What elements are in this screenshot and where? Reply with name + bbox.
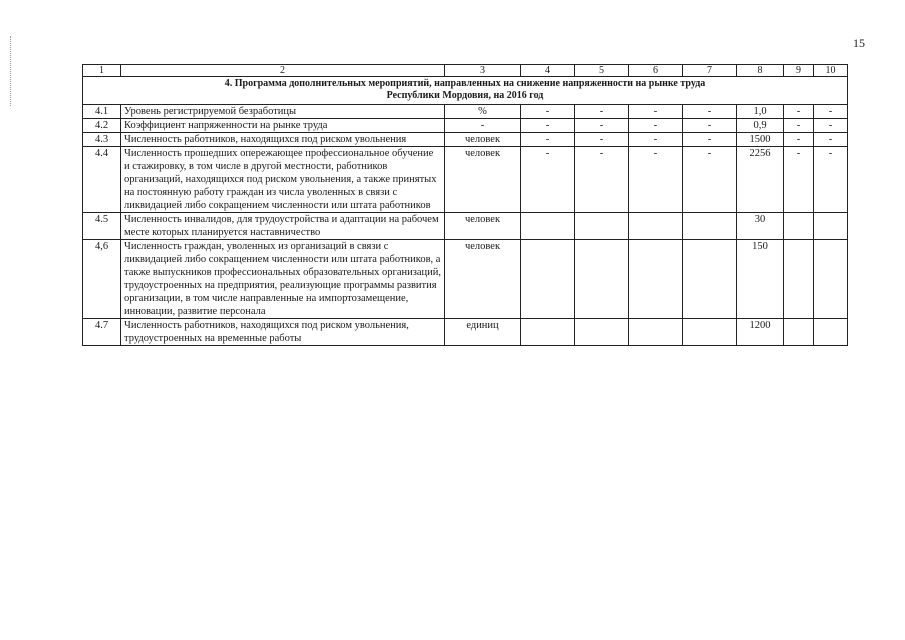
cell-4: - [521, 133, 575, 147]
row-number: 4.1 [83, 105, 121, 119]
unit: человек [445, 147, 521, 213]
row-number: 4.7 [83, 319, 121, 346]
table-row [83, 105, 848, 119]
cell-5: - [575, 119, 629, 133]
cell-7: - [683, 119, 737, 133]
cell-6: - [629, 119, 683, 133]
cell-7 [683, 240, 737, 319]
table-row [83, 147, 848, 213]
table-row [83, 133, 848, 147]
indicator-name: Численность прошедших опережающее профессиональное обучение и стажировку, в том числе в другой местности, работников организаций, находящихся под риском увольнения, а также принятых на постоянную работу граждан из числа уволенных в связи с ликвидацией либо сокращением численности или штата работников [121, 147, 445, 213]
cell-10: - [814, 133, 848, 147]
cell-7 [683, 319, 737, 346]
cell-7: - [683, 105, 737, 119]
indicator-name: Численность граждан, уволенных из организаций в связи с ликвидацией либо сокращением численности или штата работников, а также выпускников профессиональных образовательных организаций, трудоустроенных на предприятия, реализующие программы развития организации, в том числе направленные на импортозамещение, инновации, развитие персонала [121, 240, 445, 319]
cell-5 [575, 213, 629, 240]
cell-5: - [575, 147, 629, 213]
cell-6: - [629, 105, 683, 119]
indicator-name: Численность работников, находящихся под риском увольнения [121, 133, 445, 147]
indicator-name: Численность инвалидов, для трудоустройства и адаптации на рабочем месте которых планируется наставничество [121, 213, 445, 240]
column-header: 10 [814, 65, 848, 77]
table-row [83, 240, 848, 319]
cell-8: 1200 [737, 319, 784, 346]
unit: % [445, 105, 521, 119]
column-header: 9 [784, 65, 814, 77]
cell-6 [629, 319, 683, 346]
cell-10: - [814, 105, 848, 119]
cell-9: - [784, 105, 814, 119]
cell-4: - [521, 147, 575, 213]
row-number: 4,6 [83, 240, 121, 319]
column-number-row [83, 65, 848, 77]
cell-4 [521, 319, 575, 346]
section-title [83, 77, 848, 105]
cell-8: 1500 [737, 133, 784, 147]
cell-8: 30 [737, 213, 784, 240]
column-header: 6 [629, 65, 683, 77]
cell-5: - [575, 133, 629, 147]
row-number: 4.2 [83, 119, 121, 133]
section-title-line: Республики Мордовия, на 2016 год [386, 90, 544, 101]
cell-6 [629, 213, 683, 240]
cell-5: - [575, 105, 629, 119]
unit: человек [445, 213, 521, 240]
cell-7: - [683, 147, 737, 213]
column-header: 8 [737, 65, 784, 77]
table-row [83, 319, 848, 346]
cell-8: 150 [737, 240, 784, 319]
row-number: 4.3 [83, 133, 121, 147]
table-row [83, 119, 848, 133]
cell-10: - [814, 119, 848, 133]
cell-4: - [521, 105, 575, 119]
cell-9: - [784, 119, 814, 133]
cell-9: - [784, 147, 814, 213]
row-number: 4.4 [83, 147, 121, 213]
column-header: 1 [83, 65, 121, 77]
indicator-name: Уровень регистрируемой безработицы [121, 105, 445, 119]
column-header: 3 [445, 65, 521, 77]
cell-10 [814, 240, 848, 319]
cell-9 [784, 240, 814, 319]
cell-6 [629, 240, 683, 319]
margin-binding-marks [10, 36, 12, 106]
column-header: 7 [683, 65, 737, 77]
cell-8: 1,0 [737, 105, 784, 119]
unit: человек [445, 133, 521, 147]
cell-5 [575, 319, 629, 346]
section-title-line: 4. Программа дополнительных мероприятий, направленных на снижение напряженности на рынке труда [224, 78, 706, 89]
cell-10 [814, 319, 848, 346]
unit: человек [445, 240, 521, 319]
table-row [83, 213, 848, 240]
indicator-name: Коэффициент напряженности на рынке труда [121, 119, 445, 133]
cell-4: - [521, 119, 575, 133]
cell-4 [521, 240, 575, 319]
cell-8: 2256 [737, 147, 784, 213]
cell-6: - [629, 147, 683, 213]
cell-5 [575, 240, 629, 319]
column-header: 4 [521, 65, 575, 77]
page-number: 15 [853, 36, 865, 50]
cell-4 [521, 213, 575, 240]
unit: - [445, 119, 521, 133]
cell-10 [814, 213, 848, 240]
unit: единиц [445, 319, 521, 346]
cell-9 [784, 319, 814, 346]
cell-6: - [629, 133, 683, 147]
row-number: 4.5 [83, 213, 121, 240]
column-header: 2 [121, 65, 445, 77]
column-header: 5 [575, 65, 629, 77]
cell-9 [784, 213, 814, 240]
section-title-row [83, 77, 848, 105]
cell-7: - [683, 133, 737, 147]
cell-7 [683, 213, 737, 240]
cell-10: - [814, 147, 848, 213]
cell-8: 0,9 [737, 119, 784, 133]
indicator-name: Численность работников, находящихся под риском увольнения, трудоустроенных на временные работы [121, 319, 445, 346]
indicators-table [82, 64, 848, 346]
cell-9: - [784, 133, 814, 147]
